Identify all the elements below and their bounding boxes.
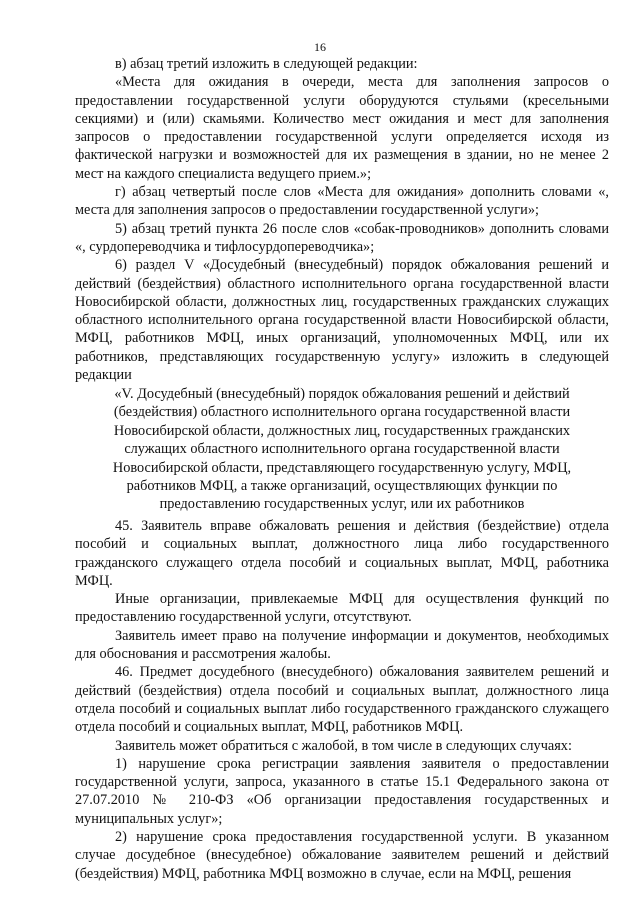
paragraph: 2) нарушение срока предоставления государственной услуги. В указанном случае досудебное (внесудебное) обжалование заявителем решений и действий (бездействия) МФЦ, работника МФЦ возможно в случае, если на МФЦ, решения — [75, 829, 609, 882]
section-heading: «V. Досудебный (внесудебный) порядок обжалования решений и действий (бездействия) областного исполнительного органа государственной власти Новосибирской области, должностных лиц, государственных гражданских служащих областного исполнительного органа государственной власти Новосибирской области, представляющего государственную услугу, МФЦ, работников МФЦ, а также организаций, осуществляющих функции по предоставлению государственных услуг, или их работников — [112, 386, 572, 513]
paragraph: г) абзац четвертый после слов «Места для ожидания» дополнить словами «, места для заполнения запросов о предоставлении государственной услуги»; — [75, 184, 609, 219]
paragraph: «Места для ожидания в очереди, места для заполнения запросов о предоставлении государственной услуги оборудуются стульями (кресельными секциями) и (или) скамьями. Количество мест ожидания и мест для заполнения запросов о предоставлении государственной услуги определяется исходя из фактической нагрузки и возможностей для их размещения в здании, но не менее 2 мест на каждого специалиста ведущего прием.»; — [75, 74, 609, 182]
paragraph: 5) абзац третий пункта 26 после слов «собак-проводников» дополнить словами «, сурдопереводчика и тифлосурдопереводчика»; — [75, 220, 609, 255]
paragraph: Иные организации, привлекаемые МФЦ для осуществления функций по предоставлению государственной услуги, отсутствуют. — [75, 591, 609, 626]
paragraph: 6) раздел V «Досудебный (внесудебный) порядок обжалования решений и действий (бездействия) областного исполнительного органа государственной власти Новосибирской области, должностных лиц, государственных гражданских служащих областного исполнительного органа государственной власти Новосибирской области, МФЦ, работников МФЦ, иных организаций, уполномоченных МФЦ, или их работников, представляющих государственную услугу» изложить в следующей редакции — [75, 257, 609, 384]
paragraph: 1) нарушение срока регистрации заявления заявителя о предоставлении государственной услуги, запроса, указанного в статье 15.1 Федерального закона от 27.07.2010 № 210-ФЗ «Об организации предоставления государственных и муниципальных услуг»; — [75, 755, 609, 827]
paragraph: 45. Заявитель вправе обжаловать решения и действия (бездействие) отдела пособий и социальных выплат, должностного лица либо государственного гражданского служащего отдела пособий и социальных выплат, МФЦ, работника МФЦ. — [75, 518, 609, 589]
paragraph: Заявитель может обратиться с жалобой, в том числе в следующих случаях: — [115, 737, 572, 754]
paragraph: 46. Предмет досудебного (внесудебного) обжалования заявителем решений и действий (бездействия) отдела пособий и социальных выплат, должностного лица отдела пособий и социальных выплат либо государственного гражданского служащего отдела пособий и социальных выплат, МФЦ, работников МФЦ. — [75, 664, 609, 736]
paragraph: в) абзац третий изложить в следующей редакции: — [115, 56, 418, 72]
amendments-block — [75, 55, 609, 384]
page-number: 16 — [314, 40, 326, 54]
paragraph: Заявитель имеет право на получение информации и документов, необходимых для обоснования и рассмотрения жалобы. — [75, 627, 609, 663]
section-body — [75, 517, 609, 883]
